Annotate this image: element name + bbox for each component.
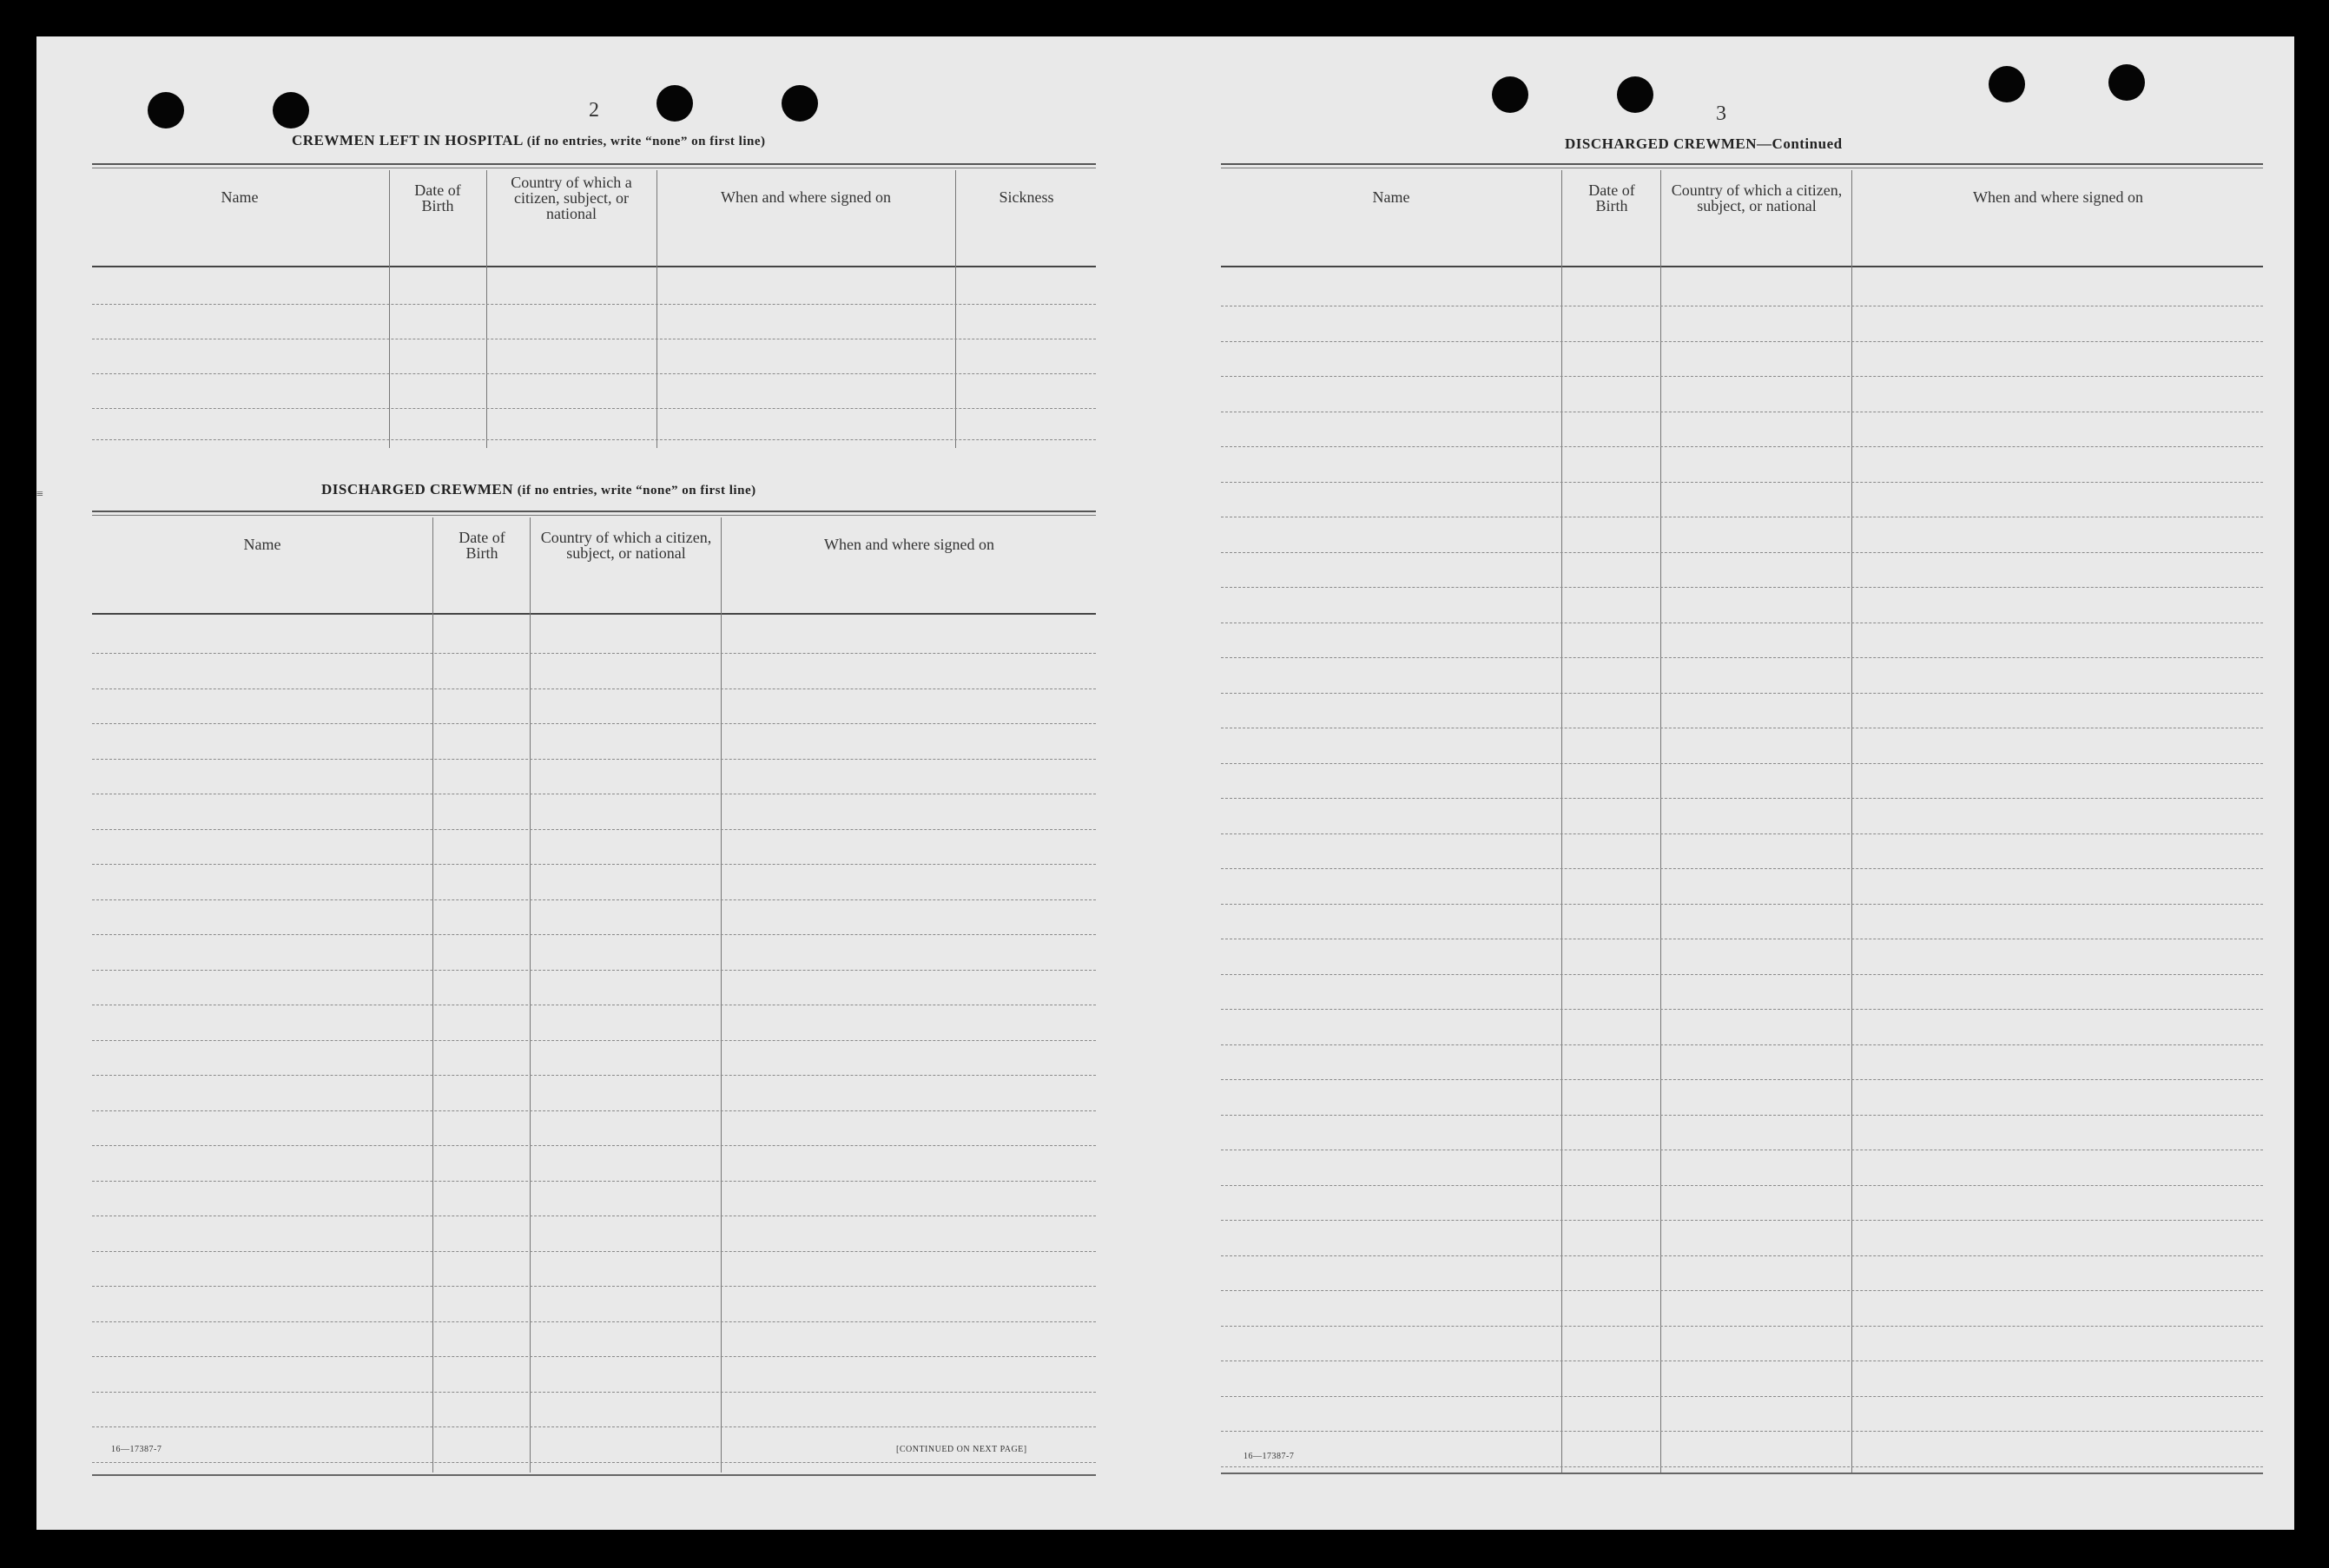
- entry-line[interactable]: [1221, 798, 2263, 799]
- entry-line[interactable]: [92, 408, 1096, 409]
- entry-line[interactable]: [92, 899, 1096, 900]
- entry-line[interactable]: [1221, 1079, 2263, 1080]
- entry-line[interactable]: [1221, 446, 2263, 447]
- column-header-name: Name: [221, 188, 259, 206]
- entry-line[interactable]: [1221, 763, 2263, 764]
- entry-line[interactable]: [92, 653, 1096, 654]
- entry-line[interactable]: [1221, 1220, 2263, 1221]
- column-header-date-of-birth: Date of Birth: [1588, 181, 1635, 214]
- punch-hole: [2108, 64, 2145, 101]
- entry-line[interactable]: [92, 1392, 1096, 1393]
- entry-line[interactable]: [1221, 1360, 2263, 1361]
- column-header-signed-on: When and where signed on: [1973, 188, 2143, 206]
- continued-note: [CONTINUED ON NEXT PAGE]: [896, 1445, 1027, 1454]
- hospital-title: CREWMEN LEFT IN HOSPITAL: [292, 132, 523, 148]
- entry-line[interactable]: [1221, 1466, 2263, 1467]
- column-header-signed-on: When and where signed on: [824, 536, 994, 553]
- hospital-subtitle: (if no entries, write “none” on first line): [526, 135, 766, 148]
- punch-hole: [1617, 76, 1653, 113]
- column-header-sickness: Sickness: [999, 188, 1054, 206]
- entry-line[interactable]: [1221, 1396, 2263, 1397]
- entry-line[interactable]: [1221, 1431, 2263, 1432]
- entry-line[interactable]: [1221, 904, 2263, 905]
- entry-line[interactable]: [92, 723, 1096, 724]
- entry-line[interactable]: [92, 864, 1096, 865]
- hospital-section-title: [292, 132, 766, 149]
- entry-line[interactable]: [1221, 1326, 2263, 1327]
- form-sheet: [36, 36, 2294, 1530]
- entry-line[interactable]: [1221, 868, 2263, 869]
- entry-line[interactable]: [92, 1321, 1096, 1322]
- entry-line[interactable]: [1221, 1185, 2263, 1186]
- entry-line[interactable]: [1221, 587, 2263, 588]
- entry-line[interactable]: [1221, 482, 2263, 483]
- entry-line[interactable]: [92, 1251, 1096, 1252]
- discharged-continued-title: DISCHARGED CREWMEN—Continued: [1565, 135, 1843, 152]
- discharged-subtitle: (if no entries, write “none” on first line): [517, 484, 756, 497]
- punch-hole: [1492, 76, 1528, 113]
- entry-line[interactable]: [92, 373, 1096, 374]
- entry-line[interactable]: [92, 829, 1096, 830]
- entry-line[interactable]: [92, 1286, 1096, 1287]
- entry-line[interactable]: [92, 1145, 1096, 1146]
- entry-line[interactable]: [1221, 1009, 2263, 1010]
- edge-mark: ≡: [36, 488, 43, 501]
- entry-line[interactable]: [1221, 833, 2263, 834]
- column-header-name: Name: [243, 536, 281, 553]
- entry-line[interactable]: [92, 688, 1096, 689]
- entry-line[interactable]: [1221, 1115, 2263, 1116]
- entry-line[interactable]: [92, 1181, 1096, 1182]
- entry-line[interactable]: [1221, 341, 2263, 342]
- form-number: 16—17387-7: [1244, 1452, 1295, 1461]
- punch-hole: [782, 85, 818, 122]
- column-header-country: Country of which a citizen, subject, or national: [540, 529, 712, 562]
- column-header-date-of-birth: Date of Birth: [414, 181, 461, 214]
- entry-line[interactable]: [92, 1040, 1096, 1041]
- discharged-continued-table: [1221, 163, 2263, 1492]
- entry-line[interactable]: [92, 304, 1096, 305]
- entry-line[interactable]: [92, 439, 1096, 440]
- entry-line[interactable]: [92, 970, 1096, 971]
- entry-line[interactable]: [1221, 552, 2263, 553]
- column-header-country: Country of which a citizen, subject, or national: [511, 174, 632, 222]
- column-header-signed-on: When and where signed on: [721, 188, 891, 206]
- form-number: 16—17387-7: [111, 1445, 162, 1454]
- entry-line[interactable]: [1221, 657, 2263, 658]
- entry-line[interactable]: [92, 1075, 1096, 1076]
- punch-hole: [273, 92, 309, 128]
- column-header-name: Name: [1372, 188, 1410, 206]
- entry-line[interactable]: [1221, 1044, 2263, 1045]
- page-number: 3: [1716, 102, 1726, 125]
- entry-line[interactable]: [92, 1356, 1096, 1357]
- entry-line[interactable]: [1221, 974, 2263, 975]
- column-header-date-of-birth: Date of Birth: [459, 529, 505, 562]
- punch-hole: [1989, 66, 2025, 102]
- entry-line[interactable]: [1221, 1255, 2263, 1256]
- entry-line[interactable]: [92, 1426, 1096, 1427]
- entry-line[interactable]: [1221, 376, 2263, 377]
- entry-line[interactable]: [1221, 693, 2263, 694]
- discharged-section-title: [321, 481, 756, 498]
- entry-line[interactable]: [92, 1110, 1096, 1111]
- column-header-country: Country of which a citizen, subject, or national: [1671, 181, 1843, 214]
- punch-hole: [148, 92, 184, 128]
- entry-line[interactable]: [92, 934, 1096, 935]
- page-number: 2: [589, 99, 599, 122]
- discharged-table: [92, 511, 1096, 1483]
- entry-line[interactable]: [92, 1462, 1096, 1463]
- punch-hole: [656, 85, 693, 122]
- entry-line[interactable]: [92, 759, 1096, 760]
- hospital-table: [92, 163, 1096, 453]
- entry-line[interactable]: [1221, 1290, 2263, 1291]
- discharged-title: DISCHARGED CREWMEN: [321, 481, 514, 497]
